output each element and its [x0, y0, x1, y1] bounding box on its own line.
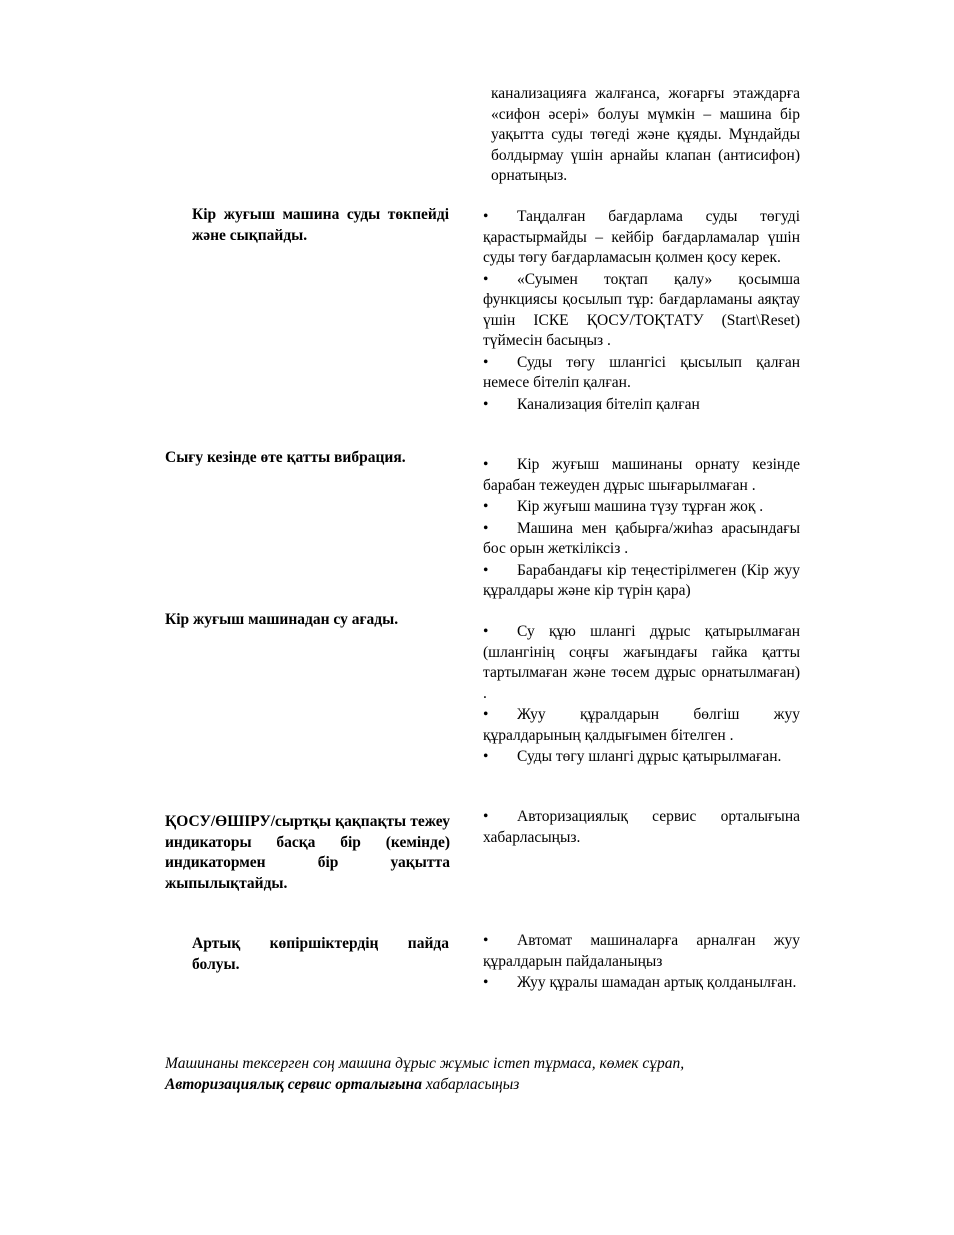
bullet-icon: • — [483, 519, 489, 537]
footer-note — [165, 1054, 805, 1095]
list-item — [483, 561, 800, 602]
problem-indicator-blink — [165, 812, 450, 894]
cause-text: «Суымен тоқтап қалу» қосымша функциясы қосылып тұр: бағдарламаны аяқтау үшін ІСКЕ ҚОСУ/ТОҚТАТУ (Start\Reset) түймесін басыңыз . — [483, 270, 800, 349]
list-item — [483, 207, 800, 269]
footer-line-2 — [165, 1075, 805, 1096]
bullet-icon: • — [483, 974, 489, 991]
list-item — [483, 705, 800, 746]
cause-text: Барабандағы кір теңестірілмеген (Кір жуу құралдары және кір түрін қара) — [483, 561, 800, 599]
list-item — [483, 497, 800, 518]
causes-vibration — [483, 455, 800, 602]
causes-leak — [483, 622, 800, 768]
cause-text: Автомат машиналарға арналған жуу құралдарын пайдаланыңыз — [483, 932, 800, 970]
cause-text: Су құю шлангі дұрыс қатырылмаған (шлангінің соңғы жағындағы гайка қатты тартылмаған және төсем дұрыс орнатылмаған) . — [483, 623, 800, 702]
causes-indicator-blink — [483, 807, 800, 848]
bullet-icon: • — [483, 270, 489, 288]
list-item — [483, 973, 800, 994]
list-item — [483, 353, 800, 394]
bullet-icon: • — [483, 208, 489, 225]
problem-no-drain — [192, 205, 449, 246]
bullet-icon: • — [483, 808, 489, 825]
intro-text: канализацияға жалғанса, жоғарғы этаждарға «сифон әсері» болуы мүмкін – машина бір уақытта суды төгеді және құяды. Мұндайды болдырмау үшін арнайы клапан (антисифон) орнатыңыз. — [491, 85, 800, 184]
bullet-icon: • — [483, 748, 489, 765]
problem-text: Кір жуғыш машинадан су ағады. — [165, 611, 399, 628]
footer-line-1: Машинаны тексерген соң машина дұрыс жұмыс істеп тұрмаса, көмек сұрап, — [165, 1055, 685, 1072]
list-item — [483, 622, 800, 704]
problem-excess-foam — [192, 934, 449, 975]
problem-text: Сығу кезінде өте қатты вибрация. — [165, 449, 406, 466]
list-item — [483, 395, 800, 416]
cause-text: Суды төгу шлангі дұрыс қатырылмаған. — [517, 748, 782, 765]
list-item — [483, 807, 800, 848]
bullet-icon: • — [483, 498, 489, 515]
cause-text: Авторизациялық сервис орталығына хабарласыңыз. — [483, 808, 800, 846]
cause-text: Кір жуғыш машина түзу тұрған жоқ . — [517, 498, 764, 515]
cause-text: Кір жуғыш машинаны орнату кезінде барабан тежеуден дұрыс шығарылмаған . — [483, 456, 800, 494]
bullet-icon: • — [483, 456, 489, 473]
cause-text: Жуу құралдарын бөлгіш жуу құралдарының қалдығымен бітелген . — [483, 706, 800, 744]
cause-text: Машина мен қабырға/жиһаз арасындағы бос орын жеткіліксіз . — [483, 519, 800, 557]
bullet-icon: • — [483, 561, 489, 579]
problem-text: Артық көпіршіктердің пайда болуы. — [192, 935, 449, 973]
list-item — [483, 519, 800, 560]
bullet-icon: • — [483, 706, 489, 723]
list-item — [483, 270, 800, 352]
cause-text: Канализация бітеліп қалған — [517, 395, 700, 413]
footer-tail: хабарласыңыз — [421, 1075, 520, 1093]
bullet-icon: • — [483, 623, 489, 640]
service-center-link-text: Авторизациялық сервис орталығына — [165, 1075, 422, 1093]
list-item — [483, 747, 800, 768]
causes-no-drain — [483, 207, 800, 415]
problem-leak — [165, 610, 450, 631]
problem-vibration — [165, 448, 450, 469]
problem-text: ҚОСУ/ӨШІРУ/сыртқы қақпақты тежеу индикаторы басқа бір (кемінде) индикатормен бір уақытта жыпылықтайды. — [165, 813, 450, 892]
list-item — [483, 931, 800, 972]
intro-paragraph — [491, 84, 800, 187]
bullet-icon: • — [483, 932, 489, 949]
bullet-icon: • — [483, 395, 489, 413]
cause-text: Суды төгу шлангісі қысылып қалған немесе бітеліп қалған. — [483, 353, 800, 391]
cause-text: Жуу құралы шамадан артық қолданылған. — [517, 974, 797, 991]
bullet-icon: • — [483, 353, 489, 371]
causes-excess-foam — [483, 931, 800, 994]
cause-text: Таңдалған бағдарлама суды төгуді қарастырмайды – кейбір бағдарламалар үшін суды төгу бағдарламасын қолмен қосу керек. — [483, 208, 800, 266]
problem-text: Кір жуғыш машина суды төкпейді және сықпайды. — [192, 206, 449, 244]
list-item — [483, 455, 800, 496]
